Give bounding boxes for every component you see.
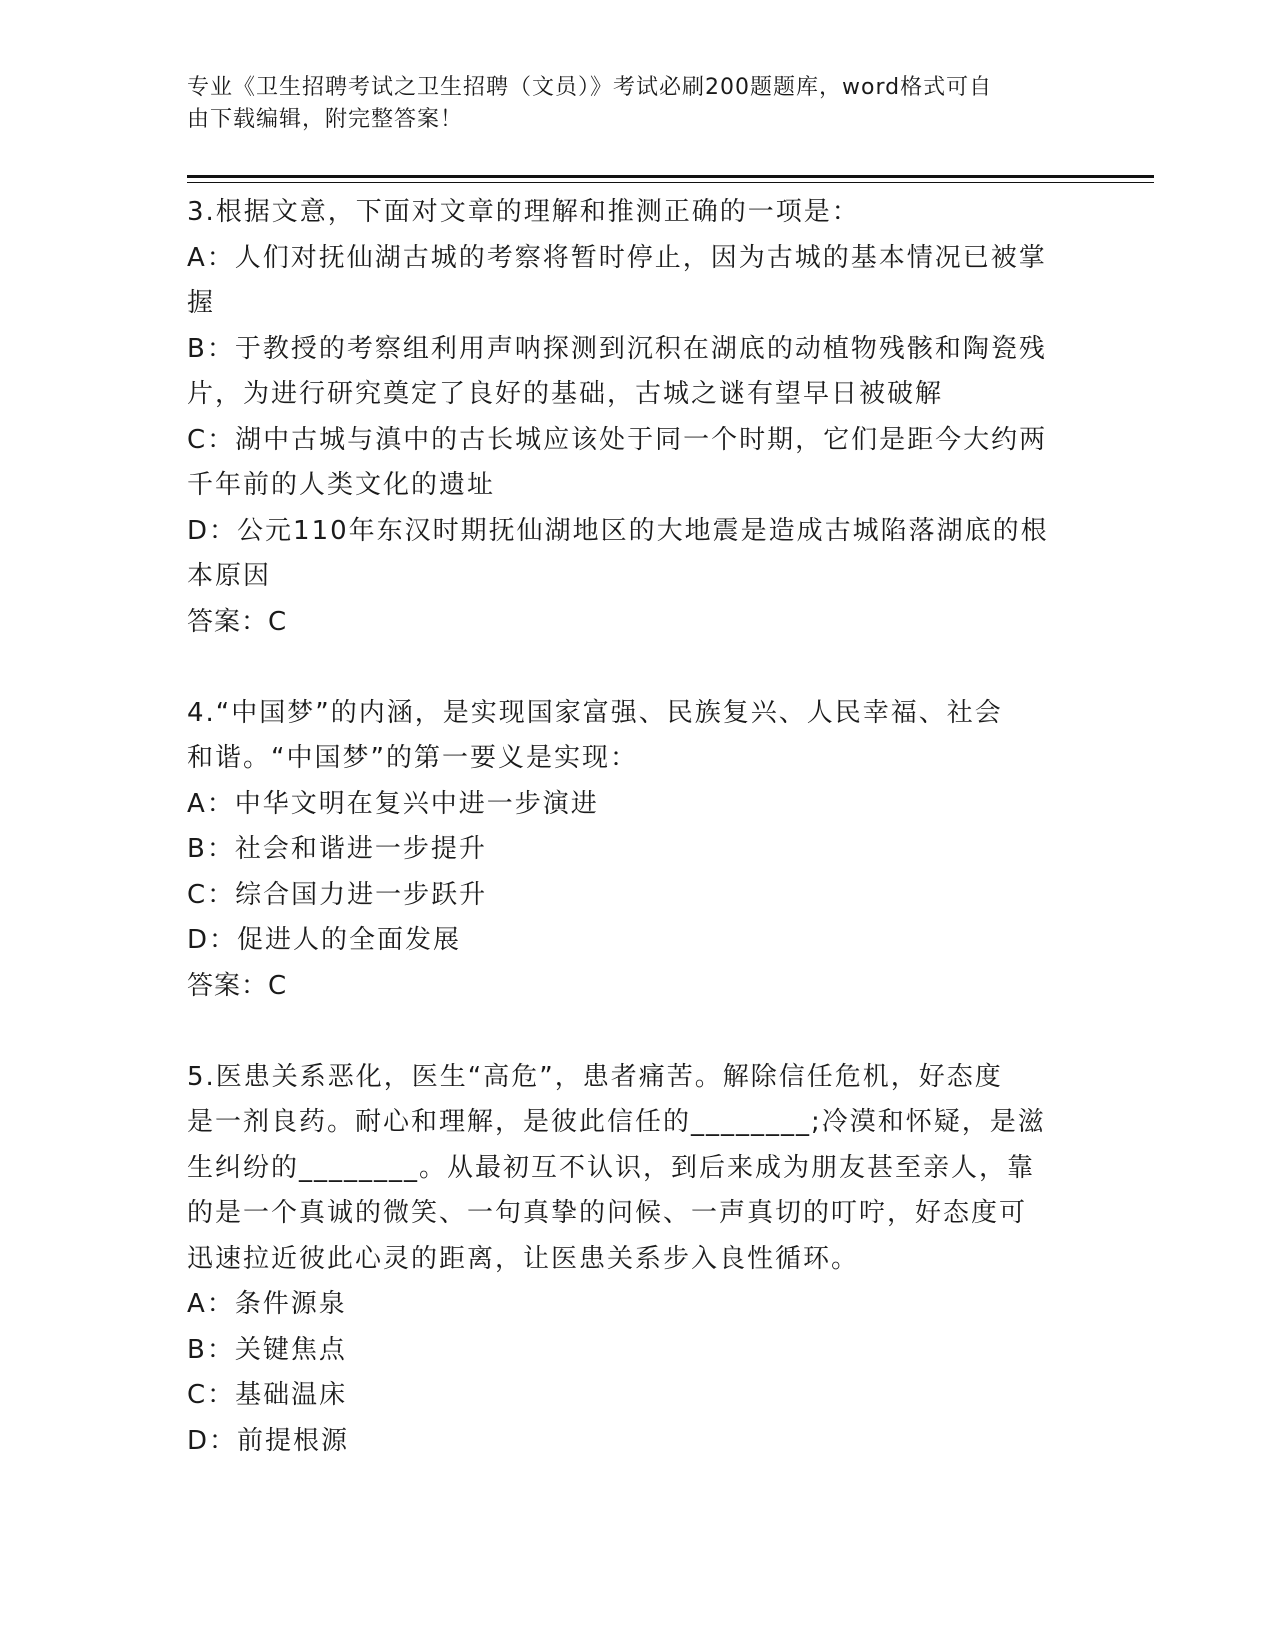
header-rule-thick	[187, 175, 1154, 178]
option-b: B：关键焦点	[187, 1334, 347, 1365]
option-d: D：促进人的全面发展	[187, 925, 462, 955]
question-5	[187, 1055, 1077, 1465]
question-4	[187, 691, 1077, 1010]
question-stem-cont: 的是一个真诚的微笑、一句真挚的问候、一声真切的叮咛，好态度可	[187, 1198, 1028, 1228]
question-stem: 4.“中国梦”的内涵，是实现国家富强、民族复兴、人民幸福、社会	[187, 697, 1003, 728]
header-rule-thin	[187, 182, 1154, 183]
question-list	[187, 190, 1077, 1464]
question-stem: 3.根据文意，下面对文章的理解和推测正确的一项是：	[187, 197, 860, 227]
option-b: B：于教授的考察组利用声呐探测到沉积在湖底的动植物残骸和陶瓷残	[187, 333, 1047, 364]
document-header	[187, 72, 1067, 136]
option-c: C：基础温床	[187, 1380, 348, 1410]
option-a-cont: 握	[187, 288, 216, 318]
option-a: A：条件源泉	[187, 1289, 347, 1319]
option-c: C：综合国力进一步跃升	[187, 879, 488, 910]
question-stem-cont: 是一剂良药。耐心和理解，是彼此信任的________;冷漠和怀疑，是滋	[187, 1107, 1046, 1137]
spacer	[187, 645, 1077, 691]
option-d: D：前提根源	[187, 1425, 350, 1456]
header-title-line-1: 专业《卫生招聘考试之卫生招聘（文员）》考试必刷200题题库，word格式可自	[187, 75, 993, 100]
question-3	[187, 190, 1077, 645]
answer: 答案：C	[187, 970, 288, 1001]
option-d-cont: 本原因	[187, 561, 272, 591]
option-c: C：湖中古城与滇中的古长城应该处于同一个时期，它们是距今大约两	[187, 424, 1048, 455]
option-a: A：中华文明在复兴中进一步演进	[187, 788, 599, 819]
question-stem: 5.医患关系恶化，医生“高危”，患者痛苦。解除信任危机，好态度	[187, 1061, 1003, 1092]
answer: 答案：C	[187, 606, 288, 637]
option-c-cont: 千年前的人类文化的遗址	[187, 470, 496, 500]
option-a: A：人们对抚仙湖古城的考察将暂时停止，因为古城的基本情况已被掌	[187, 242, 1047, 273]
header-title-line-2: 由下载编辑，附完整答案！	[187, 107, 464, 132]
question-stem-cont: 和谐。“中国梦”的第一要义是实现：	[187, 743, 638, 773]
spacer	[187, 1009, 1077, 1055]
option-d: D：公元110年东汉时期抚仙湖地区的大地震是造成古城陷落湖底的根	[187, 515, 1049, 546]
option-b-cont: 片，为进行研究奠定了良好的基础，古城之谜有望早日被破解	[187, 379, 944, 409]
question-stem-cont: 生纠纷的________。从最初互不认识，到后来成为朋友甚至亲人，靠	[187, 1152, 1036, 1183]
option-b: B：社会和谐进一步提升	[187, 834, 487, 864]
question-stem-cont: 迅速拉近彼此心灵的距离，让医患关系步入良性循环。	[187, 1243, 860, 1274]
